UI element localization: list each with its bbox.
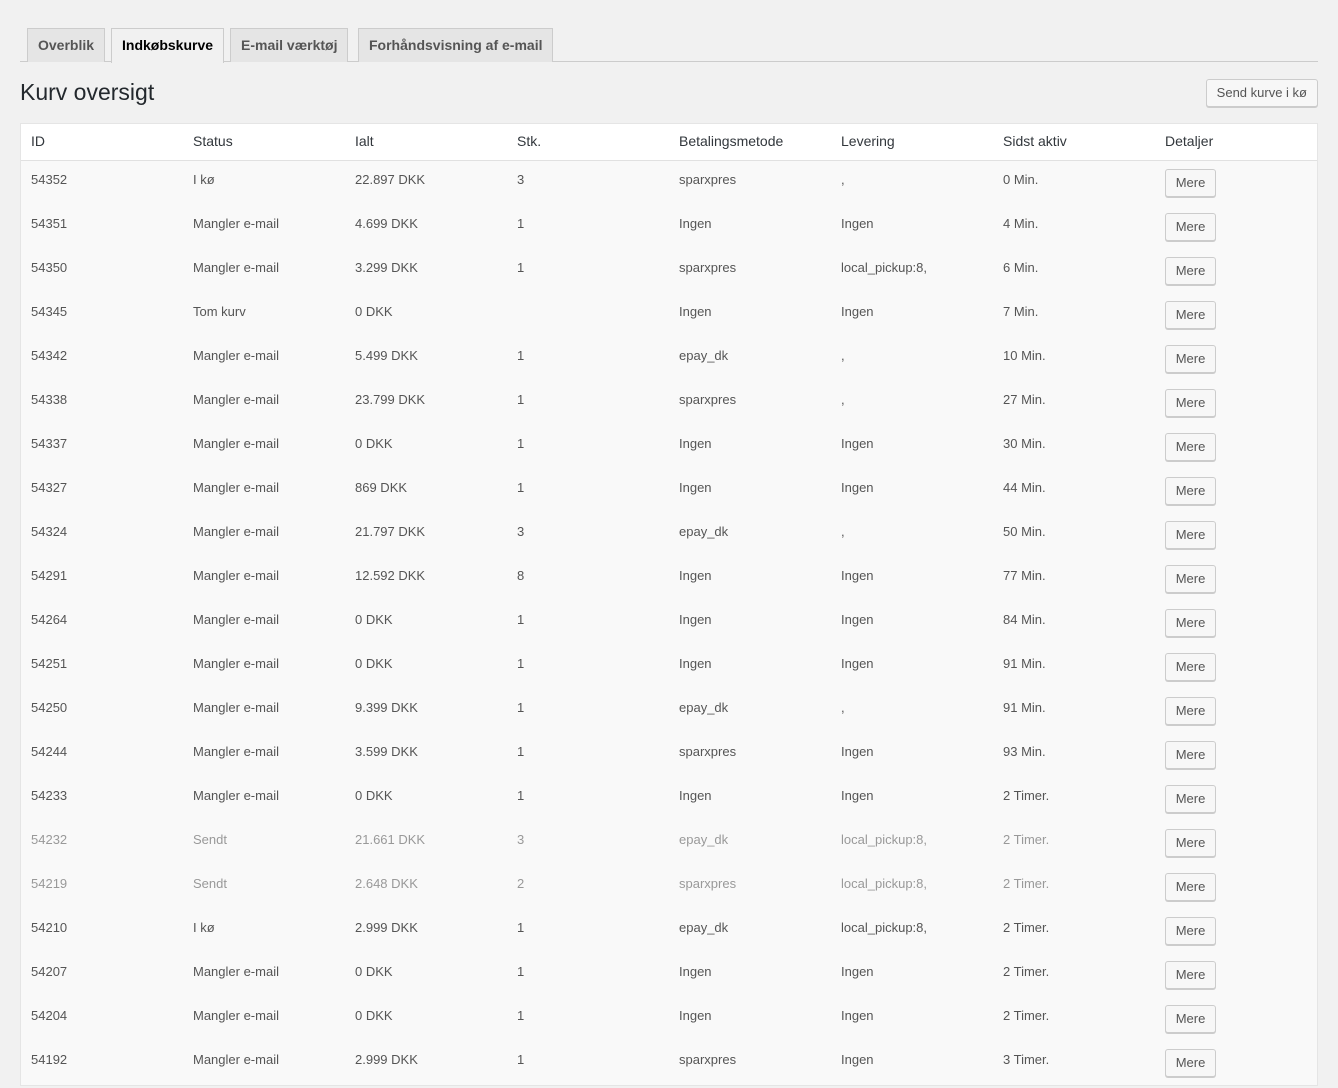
cell-last-active: 91 Min.	[1003, 656, 1046, 671]
cell-total: 22.897 DKK	[355, 172, 426, 187]
more-button[interactable]: Mere	[1165, 169, 1216, 197]
more-button[interactable]: Mere	[1165, 873, 1216, 901]
table-row	[21, 645, 1317, 689]
more-button[interactable]: Mere	[1165, 521, 1216, 549]
more-button[interactable]: Mere	[1165, 1049, 1216, 1077]
cell-payment: sparxpres	[679, 392, 737, 407]
column-header-last-active: Sidst aktiv	[1003, 133, 1067, 149]
cell-id: 54350	[31, 260, 68, 275]
cell-last-active: 4 Min.	[1003, 216, 1039, 231]
cell-id: 54232	[31, 832, 68, 847]
column-header-status: Status	[193, 133, 233, 149]
cell-delivery: Ingen	[841, 480, 874, 495]
cell-total: 0 DKK	[355, 1008, 393, 1023]
table-row	[21, 865, 1317, 909]
cell-total: 21.797 DKK	[355, 524, 426, 539]
more-button[interactable]: Mere	[1165, 1005, 1216, 1033]
cell-last-active: 6 Min.	[1003, 260, 1039, 275]
cell-id: 54251	[31, 656, 68, 671]
cell-id: 54324	[31, 524, 68, 539]
cell-last-active: 30 Min.	[1003, 436, 1046, 451]
page-title: Kurv oversigt	[20, 79, 155, 105]
cell-qty: 3	[517, 172, 525, 187]
table-row	[21, 953, 1317, 997]
cell-last-active: 50 Min.	[1003, 524, 1046, 539]
cell-status: Mangler e-mail	[193, 568, 279, 583]
cell-payment: Ingen	[679, 788, 712, 803]
cell-status: Mangler e-mail	[193, 744, 279, 759]
table-row	[21, 249, 1317, 293]
cell-id: 54233	[31, 788, 68, 803]
more-button[interactable]: Mere	[1165, 477, 1216, 505]
cell-delivery: local_pickup:8,	[841, 920, 927, 935]
cell-last-active: 10 Min.	[1003, 348, 1046, 363]
cell-id: 54352	[31, 172, 68, 187]
cell-total: 3.599 DKK	[355, 744, 418, 759]
cell-qty: 1	[517, 392, 525, 407]
cell-qty: 1	[517, 744, 525, 759]
cell-qty: 1	[517, 348, 525, 363]
tab-overblik[interactable]: Overblik	[27, 28, 105, 62]
cell-total: 9.399 DKK	[355, 700, 418, 715]
cell-total: 0 DKK	[355, 612, 393, 627]
table-row	[21, 293, 1317, 337]
cell-total: 4.699 DKK	[355, 216, 418, 231]
more-button[interactable]: Mere	[1165, 389, 1216, 417]
table-row	[21, 777, 1317, 821]
cell-total: 12.592 DKK	[355, 568, 426, 583]
page-header	[20, 62, 1318, 124]
cell-payment: epay_dk	[679, 832, 729, 847]
more-button[interactable]: Mere	[1165, 257, 1216, 285]
cell-last-active: 2 Timer.	[1003, 964, 1050, 979]
cell-delivery: Ingen	[841, 612, 874, 627]
cell-last-active: 0 Min.	[1003, 172, 1039, 187]
table-row	[21, 909, 1317, 953]
cell-qty: 1	[517, 700, 525, 715]
more-button[interactable]: Mere	[1165, 565, 1216, 593]
more-button[interactable]: Mere	[1165, 609, 1216, 637]
cell-id: 54342	[31, 348, 68, 363]
cell-last-active: 3 Timer.	[1003, 1052, 1050, 1067]
cell-payment: Ingen	[679, 480, 712, 495]
cell-qty: 1	[517, 216, 525, 231]
cell-last-active: 2 Timer.	[1003, 876, 1050, 891]
cell-total: 2.648 DKK	[355, 876, 418, 891]
column-header-id: ID	[31, 133, 45, 149]
cell-total: 5.499 DKK	[355, 348, 418, 363]
cell-id: 54192	[31, 1052, 68, 1067]
column-header-delivery: Levering	[841, 133, 895, 149]
cell-payment: epay_dk	[679, 348, 729, 363]
tab-bar	[20, 0, 1318, 62]
cell-last-active: 84 Min.	[1003, 612, 1046, 627]
cell-id: 54210	[31, 920, 68, 935]
cell-qty: 1	[517, 964, 525, 979]
cell-status: Mangler e-mail	[193, 700, 279, 715]
cell-status: I kø	[193, 172, 215, 187]
cell-total: 2.999 DKK	[355, 920, 418, 935]
cell-status: Mangler e-mail	[193, 656, 279, 671]
table-row	[21, 1041, 1317, 1085]
cell-status: Mangler e-mail	[193, 612, 279, 627]
cell-delivery: ,	[841, 172, 845, 187]
table-row	[21, 337, 1317, 381]
cell-delivery: Ingen	[841, 1052, 874, 1067]
cell-delivery: Ingen	[841, 788, 874, 803]
cell-payment: Ingen	[679, 964, 712, 979]
cell-id: 54327	[31, 480, 68, 495]
cell-delivery: ,	[841, 700, 845, 715]
cell-delivery: Ingen	[841, 568, 874, 583]
cell-id: 54207	[31, 964, 68, 979]
more-button[interactable]: Mere	[1165, 653, 1216, 681]
more-button[interactable]: Mere	[1165, 345, 1216, 373]
send-queue-button[interactable]: Send kurve i kø	[1206, 79, 1318, 107]
cell-last-active: 93 Min.	[1003, 744, 1046, 759]
cell-delivery: ,	[841, 524, 845, 539]
more-button[interactable]: Mere	[1165, 697, 1216, 725]
cell-qty: 1	[517, 260, 525, 275]
cell-status: Mangler e-mail	[193, 348, 279, 363]
cell-last-active: 2 Timer.	[1003, 920, 1050, 935]
cell-status: Mangler e-mail	[193, 260, 279, 275]
cell-qty: 1	[517, 656, 525, 671]
more-button[interactable]: Mere	[1165, 785, 1216, 813]
cell-total: 869 DKK	[355, 480, 408, 495]
table-row	[21, 997, 1317, 1041]
more-button[interactable]: Mere	[1165, 433, 1216, 461]
table-row	[21, 161, 1317, 205]
cell-payment: Ingen	[679, 568, 712, 583]
cell-payment: Ingen	[679, 656, 712, 671]
tab-indkobskurve[interactable]: Indkøbskurve	[111, 28, 224, 63]
cell-id: 54250	[31, 700, 68, 715]
cell-qty: 1	[517, 1052, 525, 1067]
cell-total: 21.661 DKK	[355, 832, 426, 847]
cell-payment: epay_dk	[679, 700, 729, 715]
cell-payment: Ingen	[679, 612, 712, 627]
table-body	[21, 161, 1317, 1085]
cell-payment: Ingen	[679, 436, 712, 451]
cell-total: 0 DKK	[355, 964, 393, 979]
cell-qty: 2	[517, 876, 525, 891]
cell-total: 0 DKK	[355, 304, 393, 319]
column-header-total: Ialt	[355, 133, 374, 149]
cell-total: 3.299 DKK	[355, 260, 418, 275]
table-header	[21, 124, 1317, 161]
table-row	[21, 821, 1317, 865]
cell-delivery: ,	[841, 392, 845, 407]
cell-payment: Ingen	[679, 216, 712, 231]
cell-id: 54204	[31, 1008, 68, 1023]
cell-status: I kø	[193, 920, 215, 935]
cell-id: 54345	[31, 304, 68, 319]
cell-status: Tom kurv	[193, 304, 246, 319]
table-row	[21, 205, 1317, 249]
more-button[interactable]: Mere	[1165, 301, 1216, 329]
tab-forhandsvisning[interactable]: Forhåndsvisning af e-mail	[358, 28, 553, 62]
more-button[interactable]: Mere	[1165, 741, 1216, 769]
cell-delivery: Ingen	[841, 964, 874, 979]
cell-status: Mangler e-mail	[193, 1052, 279, 1067]
table-row	[21, 601, 1317, 645]
cell-status: Sendt	[193, 832, 227, 847]
cell-last-active: 91 Min.	[1003, 700, 1046, 715]
cell-id: 54264	[31, 612, 68, 627]
cell-id: 54219	[31, 876, 68, 891]
table-row	[21, 381, 1317, 425]
cell-last-active: 44 Min.	[1003, 480, 1046, 495]
table-row	[21, 469, 1317, 513]
cell-total: 0 DKK	[355, 436, 393, 451]
cell-qty: 1	[517, 436, 525, 451]
cell-last-active: 77 Min.	[1003, 568, 1046, 583]
cell-last-active: 27 Min.	[1003, 392, 1046, 407]
cell-payment: sparxpres	[679, 172, 737, 187]
cell-last-active: 2 Timer.	[1003, 788, 1050, 803]
cell-delivery: Ingen	[841, 304, 874, 319]
cell-id: 54291	[31, 568, 68, 583]
more-button[interactable]: Mere	[1165, 961, 1216, 989]
table-row	[21, 425, 1317, 469]
column-header-payment: Betalingsmetode	[679, 133, 784, 149]
cell-total: 0 DKK	[355, 656, 393, 671]
table-row	[21, 557, 1317, 601]
cell-id: 54351	[31, 216, 68, 231]
cell-qty: 8	[517, 568, 525, 583]
cell-qty: 1	[517, 1008, 525, 1023]
cell-delivery: Ingen	[841, 436, 874, 451]
cell-last-active: 7 Min.	[1003, 304, 1039, 319]
more-button[interactable]: Mere	[1165, 917, 1216, 945]
cell-id: 54337	[31, 436, 68, 451]
cell-status: Mangler e-mail	[193, 964, 279, 979]
more-button[interactable]: Mere	[1165, 829, 1216, 857]
tab-email-vaerktoj[interactable]: E-mail værktøj	[230, 28, 348, 62]
cell-delivery: local_pickup:8,	[841, 260, 927, 275]
cell-delivery: local_pickup:8,	[841, 876, 927, 891]
cell-total: 2.999 DKK	[355, 1052, 418, 1067]
cell-qty: 1	[517, 612, 525, 627]
cell-payment: Ingen	[679, 1008, 712, 1023]
cell-payment: sparxpres	[679, 744, 737, 759]
cell-qty: 1	[517, 788, 525, 803]
cell-delivery: Ingen	[841, 744, 874, 759]
carts-table	[20, 123, 1318, 1086]
cell-total: 23.799 DKK	[355, 392, 426, 407]
cell-status: Sendt	[193, 876, 227, 891]
cell-delivery: local_pickup:8,	[841, 832, 927, 847]
table-row	[21, 513, 1317, 557]
cell-last-active: 2 Timer.	[1003, 832, 1050, 847]
cell-status: Mangler e-mail	[193, 436, 279, 451]
table-row	[21, 689, 1317, 733]
cell-payment: sparxpres	[679, 260, 737, 275]
cell-payment: sparxpres	[679, 876, 737, 891]
cell-qty: 1	[517, 480, 525, 495]
cell-id: 54244	[31, 744, 68, 759]
cell-status: Mangler e-mail	[193, 1008, 279, 1023]
cell-payment: epay_dk	[679, 524, 729, 539]
column-header-details: Detaljer	[1165, 133, 1214, 149]
cell-status: Mangler e-mail	[193, 480, 279, 495]
cell-status: Mangler e-mail	[193, 216, 279, 231]
cell-payment: Ingen	[679, 304, 712, 319]
cell-payment: epay_dk	[679, 920, 729, 935]
cell-delivery: Ingen	[841, 1008, 874, 1023]
more-button[interactable]: Mere	[1165, 213, 1216, 241]
cell-qty: 3	[517, 832, 525, 847]
cell-status: Mangler e-mail	[193, 392, 279, 407]
cell-status: Mangler e-mail	[193, 524, 279, 539]
cell-payment: sparxpres	[679, 1052, 737, 1067]
cell-id: 54338	[31, 392, 68, 407]
cell-qty: 1	[517, 920, 525, 935]
cell-delivery: Ingen	[841, 216, 874, 231]
cell-status: Mangler e-mail	[193, 788, 279, 803]
cell-last-active: 2 Timer.	[1003, 1008, 1050, 1023]
cell-delivery: ,	[841, 348, 845, 363]
cell-delivery: Ingen	[841, 656, 874, 671]
table-row	[21, 733, 1317, 777]
page-wrap	[20, 0, 1318, 124]
column-header-qty: Stk.	[517, 133, 542, 149]
cell-qty: 3	[517, 524, 525, 539]
cell-total: 0 DKK	[355, 788, 393, 803]
